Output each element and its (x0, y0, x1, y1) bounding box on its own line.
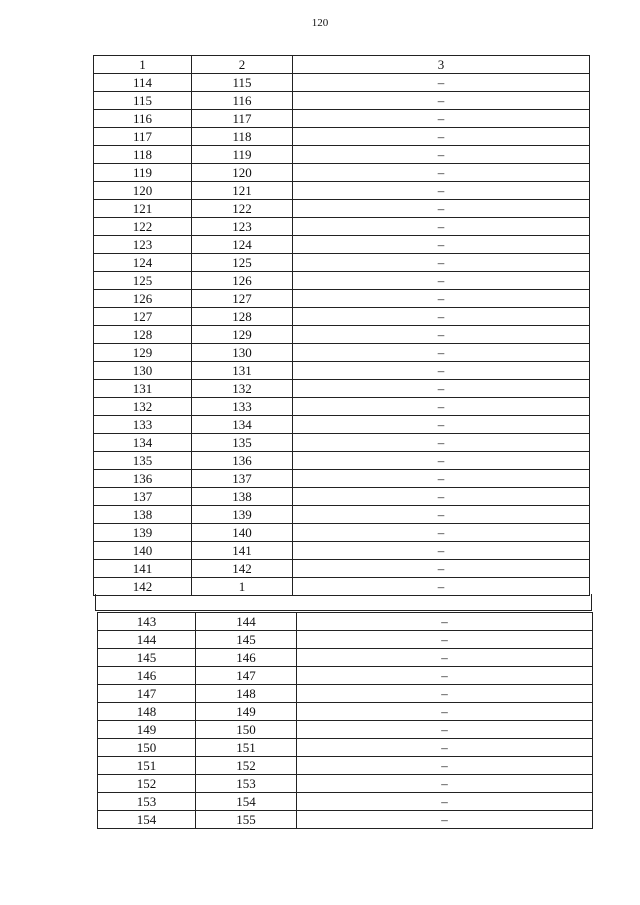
table-cell-col2: 149 (196, 703, 297, 721)
table-cell-col1: 133 (94, 416, 192, 434)
table-cell-col1: 153 (98, 793, 196, 811)
table-cell-col3: – (293, 74, 590, 92)
table-cell-col1: 151 (98, 757, 196, 775)
table-cell-col1: 152 (98, 775, 196, 793)
data-table-lower (97, 612, 593, 829)
table-cell-col1: 125 (94, 272, 192, 290)
table-cell-col3: – (293, 542, 590, 560)
table-cell-col2: 129 (192, 326, 293, 344)
table-cell-col2: 152 (196, 757, 297, 775)
table-cell-col3: – (293, 398, 590, 416)
table-row (94, 146, 590, 164)
table-row (98, 739, 593, 757)
table-cell-col1: 131 (94, 380, 192, 398)
table-row (94, 92, 590, 110)
table-cell-col3: – (293, 452, 590, 470)
table-row (94, 218, 590, 236)
table-cell-col1: 129 (94, 344, 192, 362)
table-row (98, 613, 593, 631)
table-cell-col1: 124 (94, 254, 192, 272)
column-header-3: 3 (293, 56, 590, 74)
table-row (94, 272, 590, 290)
table-cell-col3: – (293, 272, 590, 290)
table-cell-col1: 142 (94, 578, 192, 596)
table-cell-col1: 145 (98, 649, 196, 667)
table-cell-col3: – (297, 793, 593, 811)
table-cell-col2: 124 (192, 236, 293, 254)
table-cell-col1: 146 (98, 667, 196, 685)
table-cell-col2: 116 (192, 92, 293, 110)
table-cell-col2: 151 (196, 739, 297, 757)
table-cell-col3: – (293, 416, 590, 434)
table-cell-col3: – (297, 703, 593, 721)
table-row (98, 721, 593, 739)
table-cell-col3: – (297, 811, 593, 829)
table-cell-col2: 125 (192, 254, 293, 272)
table-row (98, 793, 593, 811)
table-cell-col1: 114 (94, 74, 192, 92)
table-cell-col2: 154 (196, 793, 297, 811)
table-cell-col2: 1 (192, 578, 293, 596)
table-cell-col3: – (293, 110, 590, 128)
table-row (94, 128, 590, 146)
table-row (98, 685, 593, 703)
data-table-upper (93, 55, 590, 596)
table-row (94, 578, 590, 596)
table-cell-col1: 119 (94, 164, 192, 182)
table-row (94, 452, 590, 470)
table-cell-col3: – (297, 721, 593, 739)
table-cell-col1: 139 (94, 524, 192, 542)
table-cell-col1: 136 (94, 470, 192, 488)
table-cell-col3: – (293, 488, 590, 506)
table-cell-col2: 144 (196, 613, 297, 631)
table-cell-col2: 120 (192, 164, 293, 182)
table-cell-col2: 122 (192, 200, 293, 218)
table-cell-col1: 135 (94, 452, 192, 470)
table-cell-col3: – (293, 362, 590, 380)
table-cell-col1: 134 (94, 434, 192, 452)
table-cell-col1: 141 (94, 560, 192, 578)
table-cell-col2: 127 (192, 290, 293, 308)
table-row (98, 757, 593, 775)
table-cell-col1: 122 (94, 218, 192, 236)
table-cell-col1: 144 (98, 631, 196, 649)
table-row (94, 164, 590, 182)
table-cell-col3: – (293, 434, 590, 452)
table-cell-col1: 137 (94, 488, 192, 506)
table-cell-col3: – (293, 524, 590, 542)
table-cell-col3: – (293, 254, 590, 272)
table-cell-col1: 117 (94, 128, 192, 146)
table-row (94, 398, 590, 416)
table-row (94, 434, 590, 452)
table-cell-col3: – (297, 667, 593, 685)
table-cell-col2: 137 (192, 470, 293, 488)
table-cell-col2: 123 (192, 218, 293, 236)
table-cell-col2: 134 (192, 416, 293, 434)
table-cell-col3: – (293, 236, 590, 254)
table-cell-col3: – (293, 128, 590, 146)
table-row (94, 236, 590, 254)
table-cell-col3: – (293, 308, 590, 326)
table-cell-col3: – (293, 164, 590, 182)
table-cell-col3: – (297, 613, 593, 631)
table-cell-col1: 126 (94, 290, 192, 308)
page-number: 120 (311, 17, 329, 29)
table-cell-col3: – (293, 182, 590, 200)
table-cell-col1: 120 (94, 182, 192, 200)
table-cell-col2: 146 (196, 649, 297, 667)
table-cell-col1: 115 (94, 92, 192, 110)
table-row (94, 290, 590, 308)
table-row (94, 560, 590, 578)
table-cell-col3: – (293, 326, 590, 344)
table-cell-col3: – (293, 470, 590, 488)
table-cell-col3: – (297, 739, 593, 757)
table-row (94, 380, 590, 398)
table-row (98, 631, 593, 649)
table-cell-col3: – (293, 290, 590, 308)
table-cell-col1: 128 (94, 326, 192, 344)
table-cell-col2: 135 (192, 434, 293, 452)
table-cell-col2: 140 (192, 524, 293, 542)
table-row (94, 488, 590, 506)
table-row (94, 74, 590, 92)
table-cell-col1: 154 (98, 811, 196, 829)
table-cell-col2: 118 (192, 128, 293, 146)
table-cell-col2: 121 (192, 182, 293, 200)
table-cell-col2: 141 (192, 542, 293, 560)
table-cell-col3: – (293, 218, 590, 236)
table-cell-col2: 142 (192, 560, 293, 578)
table-cell-col3: – (297, 631, 593, 649)
table-cell-col3: – (297, 775, 593, 793)
table-cell-col1: 149 (98, 721, 196, 739)
table-cell-col2: 139 (192, 506, 293, 524)
table-cell-col1: 138 (94, 506, 192, 524)
table-cell-col2: 133 (192, 398, 293, 416)
table-row (94, 416, 590, 434)
table-cell-col1: 118 (94, 146, 192, 164)
table-cell-col1: 132 (94, 398, 192, 416)
table-row (94, 506, 590, 524)
table-cell-col3: – (297, 685, 593, 703)
table-cell-col3: – (293, 578, 590, 596)
table-row (94, 254, 590, 272)
table-cell-col1: 127 (94, 308, 192, 326)
table-cell-col2: 136 (192, 452, 293, 470)
table-cell-col3: – (293, 146, 590, 164)
table-cell-col3: – (293, 380, 590, 398)
table-cell-col1: 150 (98, 739, 196, 757)
table-cell-col3: – (297, 649, 593, 667)
table-body-upper (94, 56, 590, 596)
table-cell-col3: – (293, 344, 590, 362)
table-row (98, 667, 593, 685)
table-cell-col2: 138 (192, 488, 293, 506)
table-cell-col2: 115 (192, 74, 293, 92)
table-cell-col2: 148 (196, 685, 297, 703)
table-row (98, 811, 593, 829)
table-cell-col1: 148 (98, 703, 196, 721)
table-cell-col1: 123 (94, 236, 192, 254)
table-cell-col2: 128 (192, 308, 293, 326)
table-cell-col2: 117 (192, 110, 293, 128)
table-row (94, 470, 590, 488)
table-cell-col2: 130 (192, 344, 293, 362)
table-row (94, 110, 590, 128)
table-cell-col3: – (293, 560, 590, 578)
table-row (94, 344, 590, 362)
table-cell-col1: 121 (94, 200, 192, 218)
table-row (98, 703, 593, 721)
table-row (98, 649, 593, 667)
table-row (94, 182, 590, 200)
table-cell-col2: 150 (196, 721, 297, 739)
table-separator-band (95, 594, 592, 611)
table-cell-col2: 155 (196, 811, 297, 829)
table-row (94, 308, 590, 326)
table-row (94, 326, 590, 344)
table-row (94, 362, 590, 380)
table-cell-col2: 145 (196, 631, 297, 649)
table-cell-col2: 147 (196, 667, 297, 685)
table-cell-col3: – (293, 506, 590, 524)
table-cell-col1: 143 (98, 613, 196, 631)
table-cell-col2: 131 (192, 362, 293, 380)
column-header-2: 2 (192, 56, 293, 74)
table-cell-col3: – (293, 200, 590, 218)
table-cell-col3: – (297, 757, 593, 775)
table-cell-col2: 126 (192, 272, 293, 290)
table-body-lower (98, 613, 593, 829)
table-row (94, 542, 590, 560)
table-cell-col2: 132 (192, 380, 293, 398)
table-cell-col1: 116 (94, 110, 192, 128)
table-cell-col1: 140 (94, 542, 192, 560)
table-cell-col1: 147 (98, 685, 196, 703)
column-header-1: 1 (94, 56, 192, 74)
table-header-row (94, 56, 590, 74)
table-row (94, 200, 590, 218)
table-row (94, 524, 590, 542)
table-cell-col3: – (293, 92, 590, 110)
table-cell-col1: 130 (94, 362, 192, 380)
table-row (98, 775, 593, 793)
table-cell-col2: 153 (196, 775, 297, 793)
table-cell-col2: 119 (192, 146, 293, 164)
